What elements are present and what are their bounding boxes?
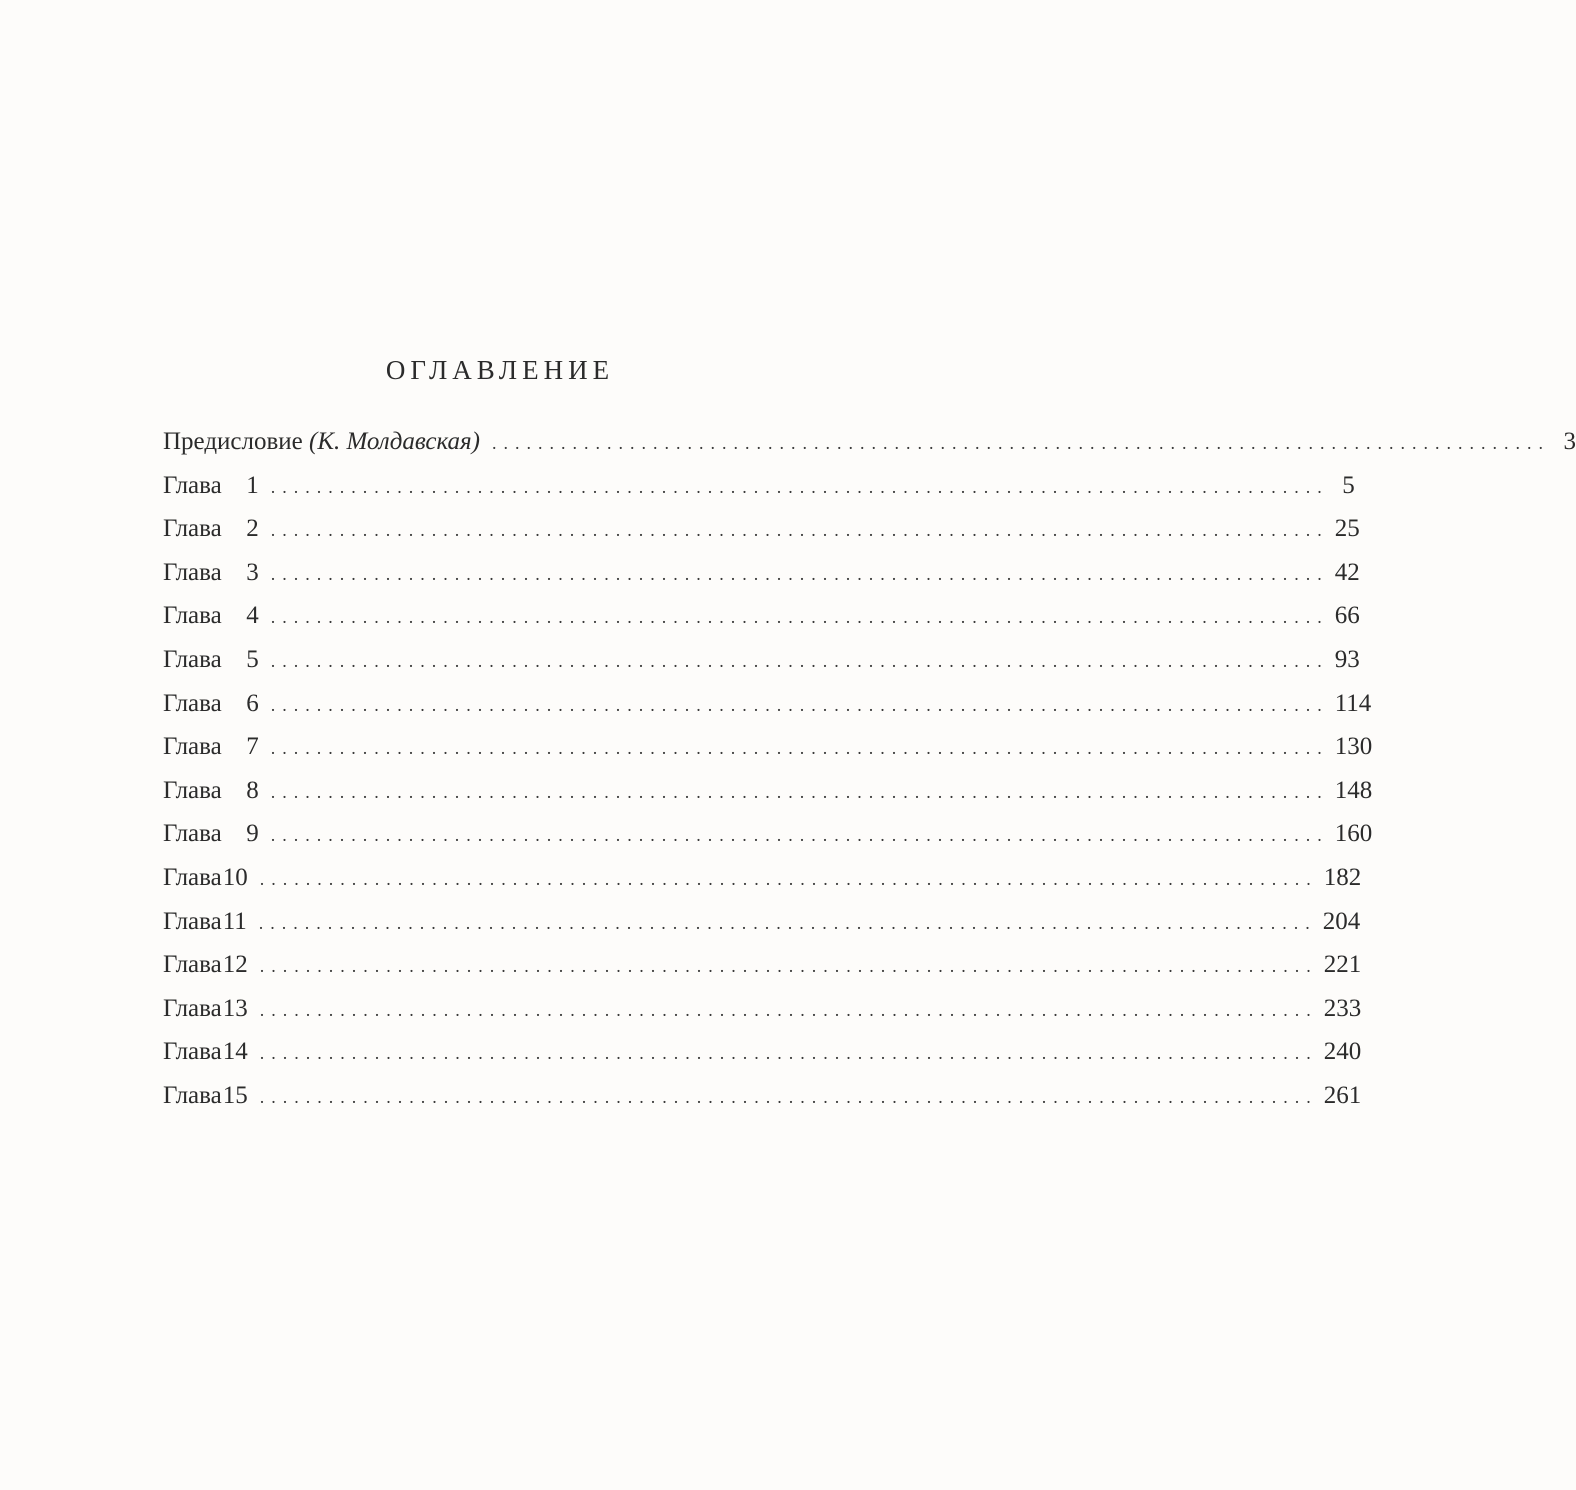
page-number: 240 [1323, 1038, 1362, 1066]
toc-entry-chapter [163, 856, 1362, 900]
chapter-number: 6 [246, 689, 259, 717]
toc-entry-label [163, 856, 248, 900]
chapter-number: 4 [246, 602, 259, 630]
page-number: 130 [1334, 733, 1373, 761]
chapter-number: 1 [246, 471, 259, 499]
toc-entry-chapter [163, 638, 1360, 682]
chapter-word: Глава [163, 733, 222, 761]
chapter-word: Глава [163, 776, 222, 804]
chapter-word: Глава [163, 951, 222, 979]
toc-entry-preface [163, 420, 1576, 464]
page-number: 114 [1334, 689, 1372, 717]
dot-leader: ............................................................................................ [492, 433, 1550, 453]
chapter-number: 11 [222, 907, 247, 935]
toc-entry-label [163, 1030, 248, 1074]
dot-leader: ............................................................................................ [270, 476, 1329, 497]
chapter-number: 8 [246, 776, 259, 804]
dot-leader: ............................................................................................ [259, 999, 1318, 1020]
page-number: 25 [1334, 515, 1360, 543]
dot-leader: ............................................................................................ [270, 607, 1329, 628]
toc-entry-chapter [163, 725, 1373, 769]
toc-entry-label [163, 594, 259, 638]
toc-entry-chapter [163, 900, 1361, 944]
chapter-number: 7 [246, 733, 259, 761]
toc-entry-chapter [163, 1030, 1362, 1074]
toc-entry-chapter [163, 987, 1362, 1031]
toc-entry-chapter [163, 551, 1360, 595]
toc-entry-label [163, 507, 259, 551]
toc-list [163, 420, 1576, 1118]
toc-entry-chapter [163, 812, 1373, 856]
toc-entry-label [163, 900, 247, 944]
chapter-word: Глава [163, 1081, 222, 1109]
chapter-word: Глава [163, 994, 222, 1022]
toc-title: ОГЛАВЛЕНИЕ [385, 355, 615, 385]
page-number: 66 [1334, 602, 1360, 630]
preface-label: Предисловие [163, 428, 303, 455]
chapter-number: 5 [246, 645, 259, 673]
toc-entry-label [163, 551, 259, 595]
chapter-word: Глава [163, 558, 222, 586]
chapter-word: Глава [163, 602, 222, 630]
chapter-word: Глава [163, 471, 222, 499]
page-number: 5 [1342, 471, 1355, 499]
page-number: 42 [1334, 558, 1360, 586]
chapter-word: Глава [163, 689, 222, 717]
dot-leader: ............................................................................................ [259, 1043, 1318, 1064]
page-number: 261 [1323, 1081, 1362, 1109]
dot-leader: ............................................................................................ [259, 868, 1318, 889]
chapter-number: 13 [222, 994, 248, 1022]
toc-entry-label [163, 725, 259, 769]
dot-leader: ............................................................................................ [270, 520, 1329, 541]
page-number: 3 [1563, 428, 1576, 455]
page-number: 93 [1334, 645, 1360, 673]
page-number: 221 [1323, 951, 1362, 979]
chapter-number: 10 [222, 863, 248, 891]
chapter-word: Глава [163, 863, 222, 891]
chapter-word: Глава [163, 820, 222, 848]
dot-leader: ............................................................................................ [259, 956, 1318, 977]
chapter-word: Глава [163, 1038, 222, 1066]
chapter-number: 15 [222, 1081, 248, 1109]
toc-entry-label [163, 1074, 248, 1118]
preface-author: (К. Молдавская) [309, 428, 480, 455]
dot-leader: ............................................................................................ [270, 738, 1329, 759]
chapter-number: 12 [222, 951, 248, 979]
page-number: 204 [1322, 907, 1361, 935]
toc-entry-label [163, 943, 248, 987]
toc-entry-label [163, 769, 259, 813]
chapter-number: 9 [246, 820, 259, 848]
dot-leader: ............................................................................................ [270, 781, 1329, 802]
toc-entry-chapter [163, 682, 1372, 726]
chapter-number: 3 [246, 558, 259, 586]
dot-leader: ............................................................................................ [270, 694, 1329, 715]
dot-leader: ............................................................................................ [270, 563, 1329, 584]
chapter-word: Глава [163, 907, 222, 935]
toc-entry-label [163, 682, 259, 726]
dot-leader: ............................................................................................ [270, 650, 1329, 671]
toc-entry-chapter [163, 769, 1373, 813]
chapter-number: 2 [246, 515, 259, 543]
dot-leader: ............................................................................................ [258, 912, 1317, 933]
dot-leader: ............................................................................................ [270, 825, 1329, 846]
page-number: 233 [1323, 994, 1362, 1022]
toc-entry-label [163, 638, 259, 682]
toc-entry-chapter [163, 1074, 1362, 1118]
chapter-word: Глава [163, 645, 222, 673]
page-number: 148 [1334, 776, 1373, 804]
toc-entry-label [163, 812, 259, 856]
toc-entry-label [163, 464, 259, 508]
toc-entry-chapter [163, 464, 1355, 508]
chapter-number: 14 [222, 1038, 248, 1066]
toc-entry-chapter [163, 943, 1362, 987]
toc-entry-chapter [163, 594, 1360, 638]
toc-entry-label [163, 420, 480, 464]
toc-entry-label [163, 987, 248, 1031]
page-number: 160 [1334, 820, 1373, 848]
dot-leader: ............................................................................................ [259, 1086, 1318, 1107]
chapter-word: Глава [163, 515, 222, 543]
toc-entry-chapter [163, 507, 1360, 551]
page-number: 182 [1323, 863, 1362, 891]
